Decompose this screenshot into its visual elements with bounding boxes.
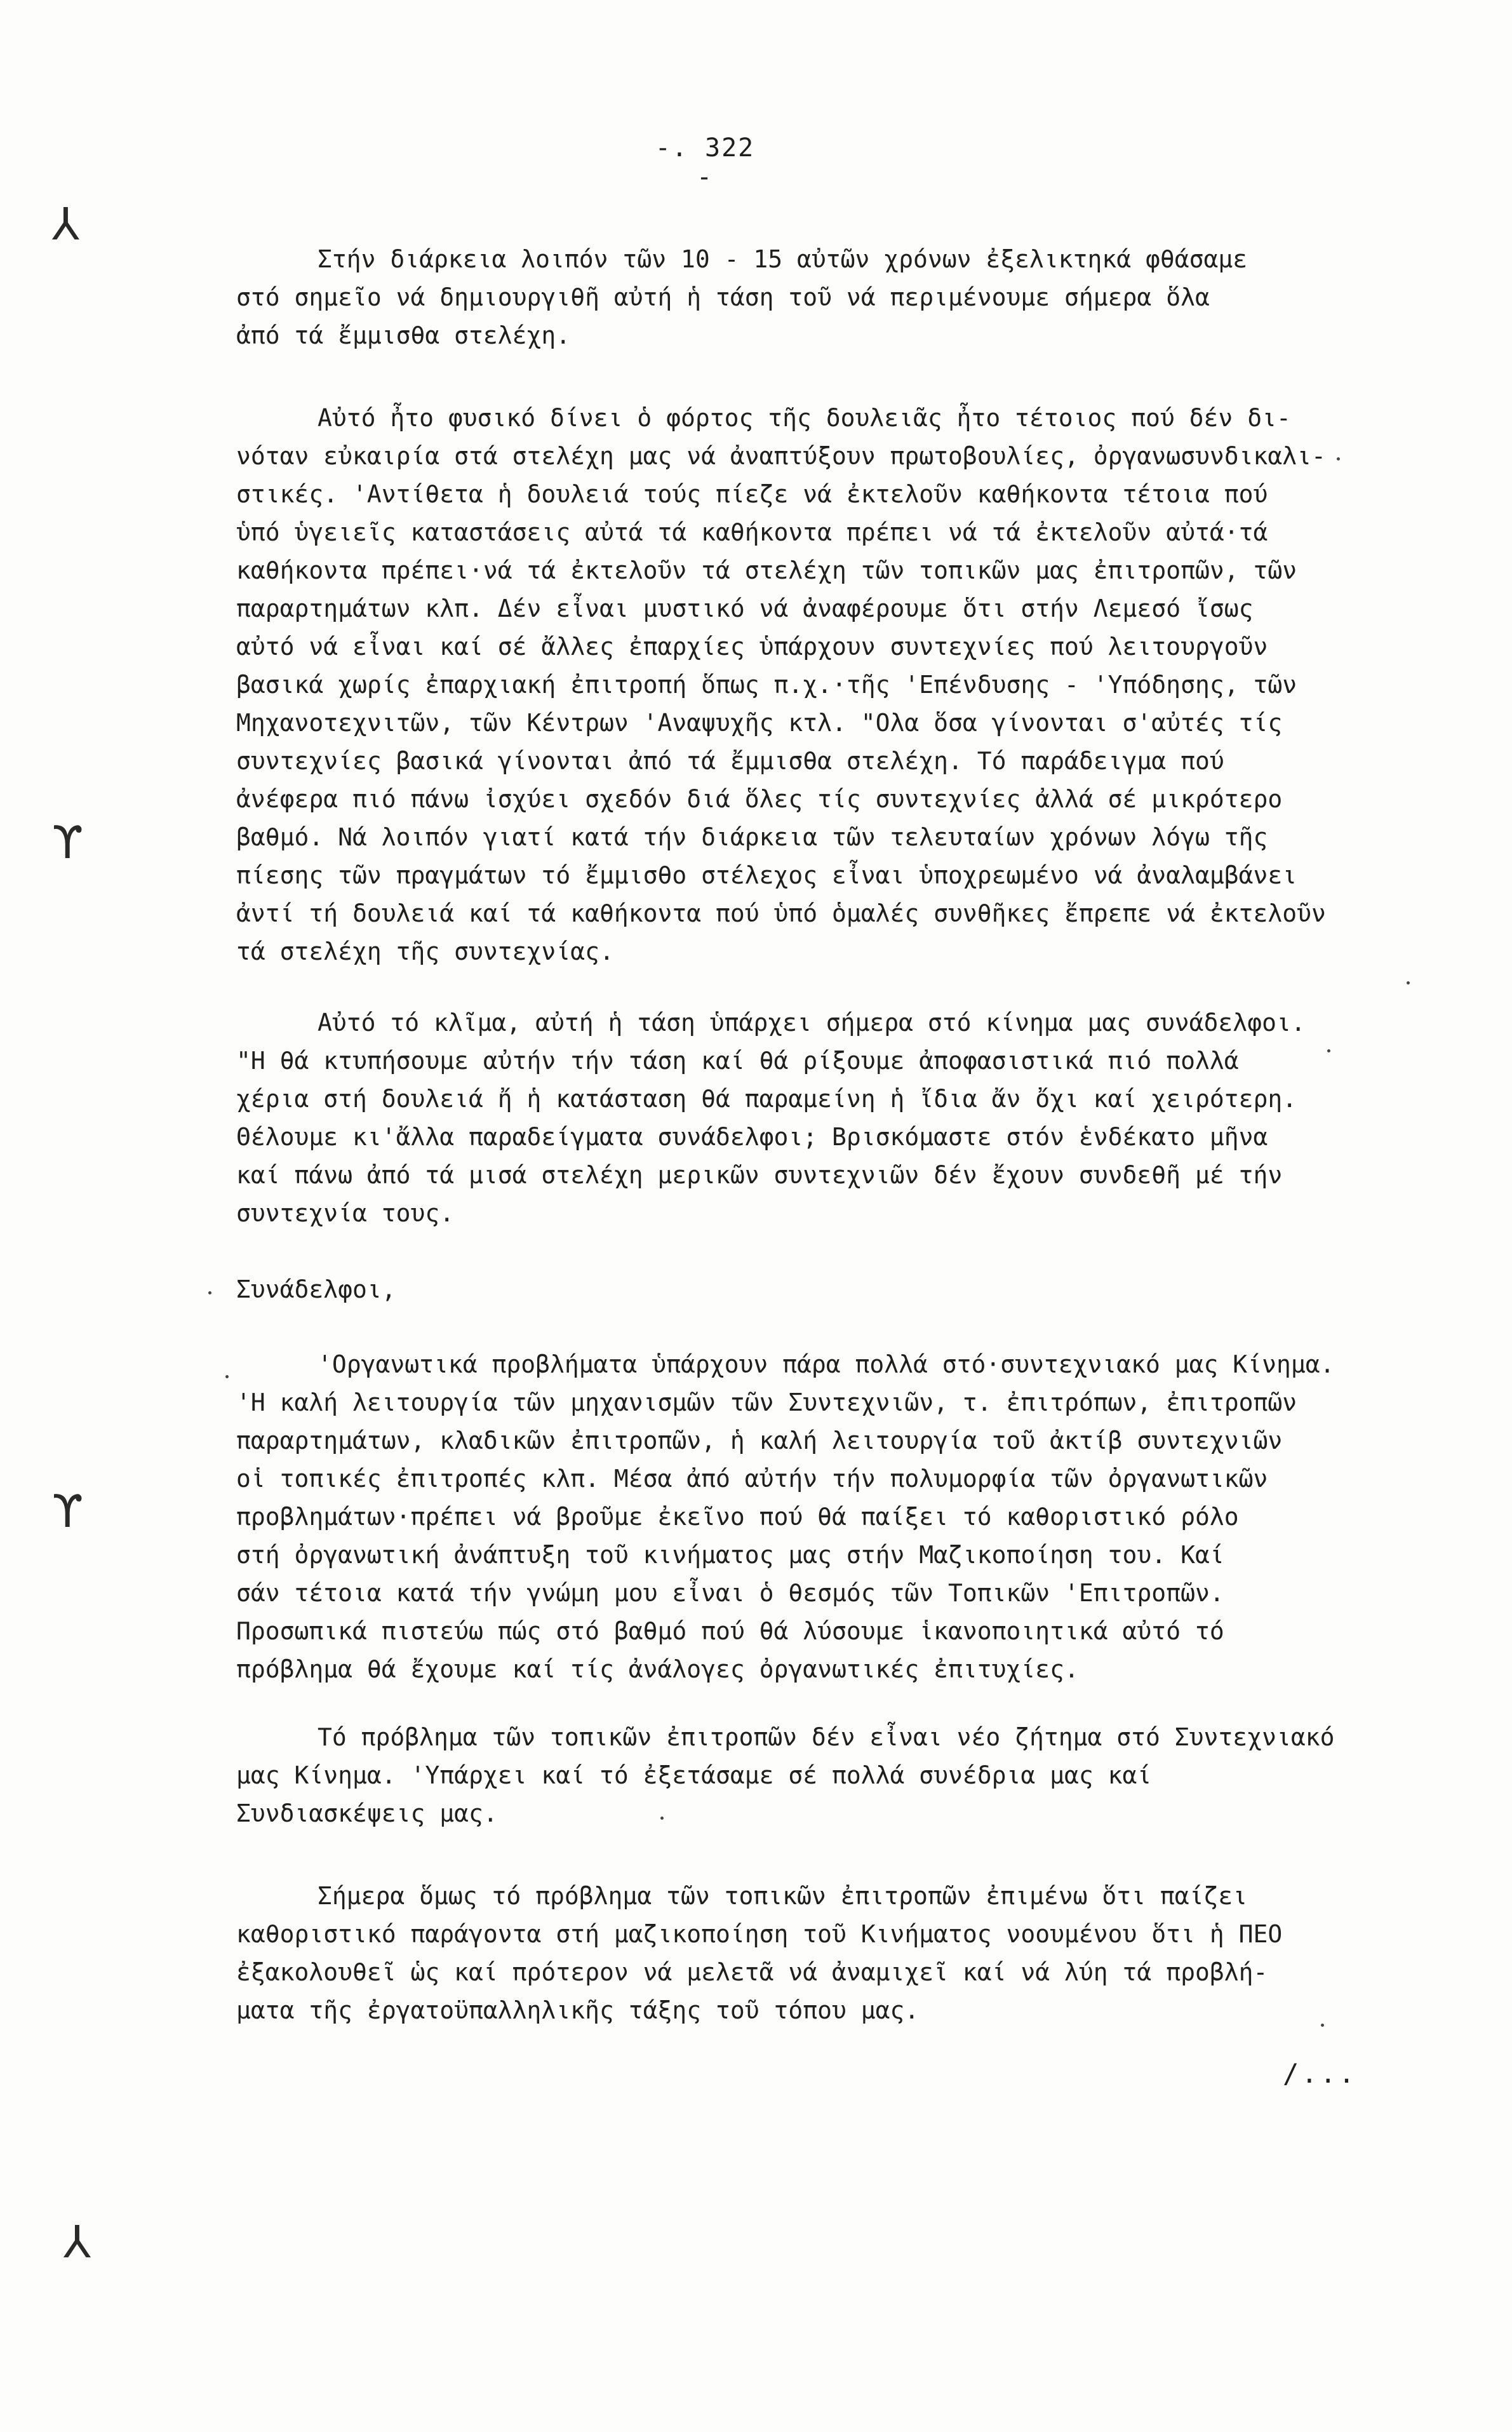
text-line: στό σημεῖο νά δημιουργιθῆ αὐτή ἡ τάση τοῦ νά περιμένουμε σήμερα ὅλα — [236, 283, 1210, 311]
scan-speck — [1321, 2024, 1324, 2027]
text-line: καθοριστικό παράγοντα στή μαζικοποίηση τοῦ Κινήματος νοουμένου ὅτι ἡ ΠΕΟ — [236, 1920, 1283, 1948]
salutation — [236, 1270, 1443, 1308]
text-line: "Η θά κτυπήσουμε αὐτήν τήν τάση καί θά ρίξουμε ἀποφασιστικά πιό πολλά — [236, 1047, 1239, 1075]
text-line: ἐξακολουθεῖ ὡς καί πρότερον νά μελετᾶ νά ἀναμιχεῖ καί νά λύη τά προβλή- — [236, 1958, 1268, 1986]
text-line: Στήν διάρκεια λοιπόν τῶν 10 - 15 αὐτῶν χρόνων ἐξελικτηκά φθάσαμε — [318, 245, 1248, 273]
scan-speck — [208, 1291, 211, 1294]
text-line: παραρτημάτων κλπ. Δέν εἶναι μυστικό νά ἀναφέρουμε ὅτι στήν Λεμεσό ἴσως — [236, 595, 1254, 622]
margin-mark-1: ⅄ — [52, 198, 79, 250]
text-line: οἱ τοπικές ἐπιτροπές κλπ. Μέσα ἀπό αὐτήν τήν πολυμορφία τῶν ὀργανωτικῶν — [236, 1465, 1268, 1493]
text-line: Αὐτό τό κλῖμα, αὐτή ἡ τάση ὑπάρχει σήμερα στό κίνημα μας συνάδελφοι. — [318, 1009, 1306, 1037]
text-line: Σήμερα ὅμως τό πρόβλημα τῶν τοπικῶν ἐπιτροπῶν ἐπιμένω ὅτι παίζει — [318, 1882, 1248, 1910]
text-line: Συνδιασκέψεις μας. — [236, 1799, 498, 1827]
text-line: τά στελέχη τῆς συντεχνίας. — [236, 937, 614, 965]
text-line: ἀπό τά ἔμμισθα στελέχη. — [236, 321, 571, 349]
text-line: πρόβλημα θά ἔχουμε καί τίς ἀνάλογες ὀργανωτικές ἐπιτυχίες. — [236, 1655, 1079, 1683]
text-line: ματα τῆς ἐργατοϋπαλληλικῆς τάξης τοῦ τόπου μας. — [236, 1996, 920, 2024]
scan-speck — [1337, 457, 1340, 460]
text-line: σάν τέτοια κατά τήν γνώμη μου εἶναι ὁ θεσμός τῶν Τοπικῶν 'Επιτροπῶν. — [236, 1579, 1224, 1607]
paragraph-2 — [236, 399, 1443, 971]
paragraph-1 — [236, 240, 1443, 354]
text-line: Τό πρόβλημα τῶν τοπικῶν ἐπιτροπῶν δέν εἶναι νέο ζήτημα στό Συντεχνιακό — [318, 1723, 1335, 1751]
text-line: Προσωπικά πιστεύω πώς στό βαθμό πού θά λύσουμε ἱκανοποιητικά αὐτό τό — [236, 1617, 1224, 1645]
paragraph-6 — [236, 1877, 1443, 2029]
scan-speck — [660, 1817, 664, 1820]
paragraph-3 — [236, 1004, 1443, 1232]
text-line: παραρτημάτων, κλαδικῶν ἐπιτροπῶν, ἡ καλή λειτουργία τοῦ ἀκτίβ συντεχνιῶν — [236, 1427, 1283, 1454]
text-line: 'Οργανωτικά προβλήματα ὑπάρχουν πάρα πολλά στό·συντεχνιακό μας Κίνημα. — [318, 1350, 1335, 1378]
scan-speck — [225, 1375, 229, 1378]
scan-speck — [1327, 1049, 1330, 1052]
page-number: -. 322 - — [655, 133, 755, 192]
text-line: προβλημάτων·πρέπει νά βροῦμε ἐκεῖνο πού θά παίξει τό καθοριστικό ρόλο — [236, 1503, 1239, 1531]
text-line: βαθμό. Νά λοιπόν γιατί κατά τήν διάρκεια τῶν τελευταίων χρόνων λόγω τῆς — [236, 823, 1268, 851]
paragraph-5 — [236, 1718, 1443, 1832]
text-line: Αὐτό ἦτο φυσικό δίνει ὁ φόρτος τῆς δουλειᾶς ἦτο τέτοιος πού δέν δι- — [318, 404, 1291, 432]
text-line: συντεχνία τους. — [236, 1199, 455, 1227]
text-line: Συνάδελφοι, — [236, 1275, 396, 1303]
text-line: στή ὀργανωτική ἀνάπτυξη τοῦ κινήματος μας στήν Μαζικοποίηση του. Καί — [236, 1541, 1224, 1569]
text-line: στικές. 'Αντίθετα ἡ δουλειά τούς πίεζε νά ἐκτελοῦν καθήκοντα τέτοια πού — [236, 480, 1268, 508]
text-line: πίεσης τῶν πραγμάτων τό ἔμμισθο στέλεχος εἶναι ὑποχρεωμένο νά ἀναλαμβάνει — [236, 861, 1297, 889]
margin-mark-2: ϒ — [52, 817, 83, 869]
paragraph-4 — [236, 1345, 1443, 1688]
text-line: καί πάνω ἀπό τά μισά στελέχη μερικῶν συντεχνιῶν δέν ἔχουν συνδεθῆ μέ τήν — [236, 1161, 1283, 1189]
text-line: καθήκοντα πρέπει·νά τά ἐκτελοῦν τά στελέχη τῶν τοπικῶν μας ἐπιτροπῶν, τῶν — [236, 556, 1297, 584]
text-line: ἀντί τή δουλειά καί τά καθήκοντα πού ὑπό ὁμαλές συνθῆκες ἔπρεπε νά ἐκτελοῦν — [236, 899, 1326, 927]
text-line: νόταν εὐκαιρία στά στελέχη μας νά ἀναπτύξουν πρωτοβουλίες, ὀργανωσυνδικαλι- — [236, 442, 1326, 470]
text-line: συντεχνίες βασικά γίνονται ἀπό τά ἔμμισθα στελέχη. Τό παράδειγμα πού — [236, 747, 1224, 775]
margin-mark-4: ⅄ — [64, 2216, 91, 2268]
text-line: βασικά χωρίς ἐπαρχιακή ἐπιτροπή ὅπως π.χ.·τῆς 'Επένδυσης - 'Υπόδησης, τῶν — [236, 671, 1297, 699]
scan-speck — [1407, 981, 1410, 984]
text-line: ὑπό ὑγειεῖς καταστάσεις αὐτά τά καθήκοντα πρέπει νά τά ἐκτελοῦν αὐτά·τά — [236, 518, 1268, 546]
text-line: 'Η καλή λειτουργία τῶν μηχανισμῶν τῶν Συντεχνιῶν, τ. ἐπιτρόπων, ἐπιτροπῶν — [236, 1388, 1297, 1416]
continuation-mark: /... — [1283, 2058, 1358, 2089]
margin-mark-3: ϒ — [52, 1486, 83, 1538]
text-line: αὐτό νά εἶναι καί σέ ἄλλες ἐπαρχίες ὑπάρχουν συντεχνίες πού λειτουργοῦν — [236, 633, 1268, 661]
text-line: ἀνέφερα πιό πάνω ἰσχύει σχεδόν διά ὅλες τίς συντεχνίες ἀλλά σέ μικρότερο — [236, 785, 1283, 813]
text-line: Θέλουμε κι'ἄλλα παραδείγματα συνάδελφοι; Βρισκόμαστε στόν ἑνδέκατο μῆνα — [236, 1123, 1268, 1151]
text-line: μας Κίνημα. 'Υπάρχει καί τό ἐξετάσαμε σέ πολλά συνέδρια μας καί — [236, 1761, 1152, 1789]
text-line: χέρια στή δουλειά ἤ ἡ κατάσταση θά παραμείνη ἡ ἴδια ἄν ὄχι καί χειρότερη. — [236, 1085, 1297, 1113]
text-line: Μηχανοτεχνιτῶν, τῶν Κέντρων 'Αναψυχῆς κτλ. "Ολα ὅσα γίνονται σ'αὐτές τίς — [236, 709, 1283, 737]
